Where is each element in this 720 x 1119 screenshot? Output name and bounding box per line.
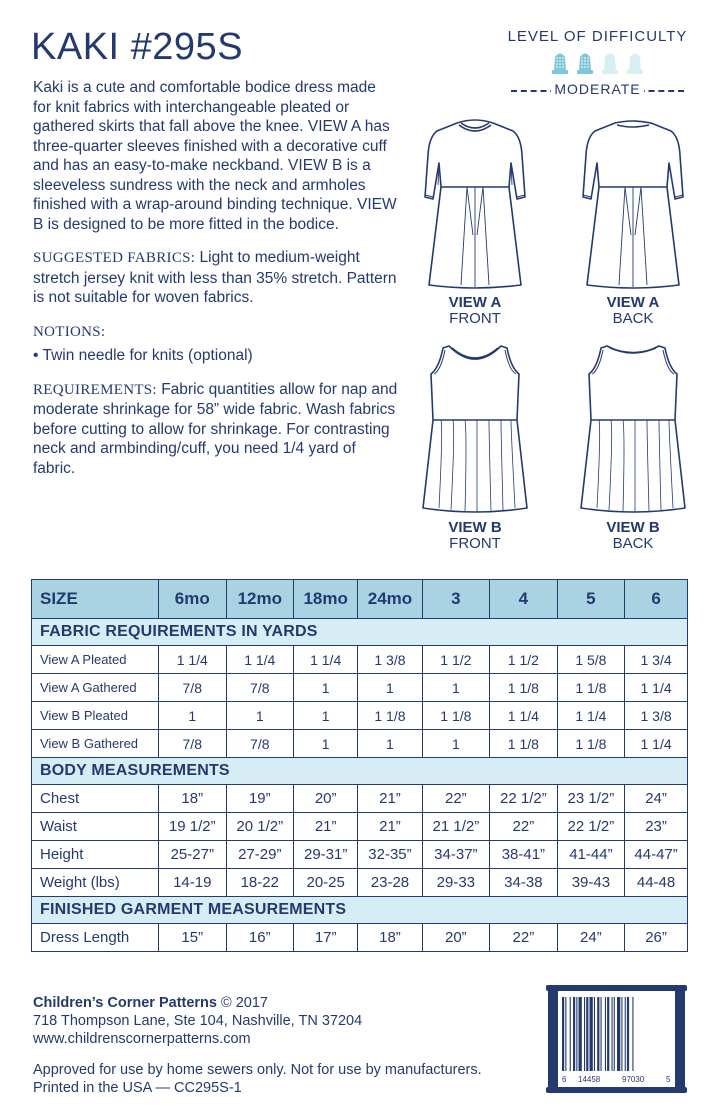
table-cell: 7/8 (226, 674, 294, 702)
size-header-cell: 5 (557, 580, 625, 619)
approval-note: Approved for use by home sewers only. Not for use by manufacturers. (33, 1062, 482, 1078)
difficulty-label: LEVEL OF DIFFICULTY (507, 28, 688, 45)
table-cell: 17” (294, 924, 358, 952)
table-cell: 1 1/2 (490, 646, 558, 674)
table-cell: 21” (358, 813, 422, 841)
table-cell: 20” (294, 785, 358, 813)
table-cell: 7/8 (159, 674, 227, 702)
barcode-bar (621, 997, 622, 1077)
row-label: Height (32, 841, 159, 869)
table-cell: 23” (625, 813, 688, 841)
table-cell: 29-31” (294, 841, 358, 869)
table-cell: 1 1/4 (557, 702, 625, 730)
size-header-row (32, 580, 688, 619)
pattern-description (33, 78, 398, 492)
size-header-cell: 6mo (159, 580, 227, 619)
table-cell: 21” (294, 813, 358, 841)
barcode-digit-2: 97030 (622, 1075, 645, 1084)
thimble-filled-icon (550, 49, 570, 75)
table-cell: 1 (226, 702, 294, 730)
table-cell: 1 (422, 674, 490, 702)
table-cell: 41-44” (557, 841, 625, 869)
table-cell: 1 (358, 674, 422, 702)
barcode-bar (614, 997, 615, 1077)
requirements-text: Fabric quantities allow for nap and moderate shrinkage for 58” wide fabric. Wash fabrics before cutting to allow for shrinkage. For contrasting neck and armbinding/cuff, you need 1/4 yard of fabric. (33, 380, 398, 477)
table-cell: 1 (159, 702, 227, 730)
dress-sleeved-front-illustration (415, 115, 535, 293)
copyright: © 2017 (216, 995, 268, 1011)
table-cell: 34-38 (490, 869, 558, 897)
size-header-cell: 18mo (294, 580, 358, 619)
barcode (546, 985, 687, 1093)
table-cell: 22 1/2” (490, 785, 558, 813)
dress-sleeveless-back-illustration (573, 340, 693, 518)
table-cell: 1 1/4 (226, 646, 294, 674)
view-b-back-side: BACK (612, 535, 654, 552)
row-label: View B Gathered (32, 730, 159, 758)
barcode-bar (597, 997, 599, 1077)
thimble-rating (505, 49, 690, 75)
thimble-empty-icon (600, 49, 620, 75)
dress-sleeveless-front-illustration (415, 340, 535, 518)
section-header-row (32, 758, 688, 785)
table-cell: 24” (625, 785, 688, 813)
view-b-front-side: FRONT (449, 535, 501, 552)
requirements (33, 380, 398, 479)
table-cell: 1 1/2 (422, 646, 490, 674)
table-cell: 19” (226, 785, 294, 813)
table-cell: 18” (358, 924, 422, 952)
table-cell: 1 (294, 674, 358, 702)
barcode-bar (625, 997, 626, 1077)
difficulty-level (505, 81, 690, 99)
table-cell: 34-37” (422, 841, 490, 869)
size-header-cell: 12mo (226, 580, 294, 619)
row-label: View A Gathered (32, 674, 159, 702)
barcode-bar (612, 997, 613, 1077)
table-cell: 18” (159, 785, 227, 813)
table-cell: 32-35” (358, 841, 422, 869)
difficulty-block (505, 28, 690, 99)
table-cell: 1 (358, 730, 422, 758)
barcode-bar (570, 997, 571, 1077)
table-row (32, 730, 688, 758)
view-a-back-name: VIEW A (606, 294, 660, 311)
table-cell: 1 1/4 (625, 730, 688, 758)
row-label: View B Pleated (32, 702, 159, 730)
row-label: Chest (32, 785, 159, 813)
table-cell: 7/8 (226, 730, 294, 758)
table-cell: 24” (557, 924, 625, 952)
barcode-digit-3: 5 (666, 1075, 671, 1084)
table-cell: 1 1/4 (294, 646, 358, 674)
table-cell: 39-43 (557, 869, 625, 897)
printed-note: Printed in the USA — CC295S-1 (33, 1080, 242, 1096)
view-b-front-name: VIEW B (448, 519, 502, 536)
barcode-bar (617, 997, 620, 1077)
table-cell: 20-25 (294, 869, 358, 897)
table-row (32, 813, 688, 841)
section-title: FABRIC REQUIREMENTS IN YARDS (32, 619, 688, 646)
barcode-bar (605, 997, 606, 1077)
notions-item: • Twin needle for knits (optional) (33, 347, 253, 364)
fabrics-text: Light to medium-weight stretch jersey knit with less than 35% stretch. Pattern is not suitable for woven fabrics. (33, 249, 397, 306)
table-cell: 22” (422, 785, 490, 813)
table-cell: 38-41” (490, 841, 558, 869)
table-cell: 1 (294, 730, 358, 758)
barcode-bar (579, 997, 582, 1077)
footer (33, 994, 533, 1097)
table-cell: 22” (490, 813, 558, 841)
table-cell: 16” (226, 924, 294, 952)
table-cell: 1 1/8 (422, 702, 490, 730)
table-row (32, 869, 688, 897)
table-cell: 1 1/8 (358, 702, 422, 730)
intro-text: Kaki is a cute and comfortable bodice dress made for knit fabrics with interchangeable pleated or gathered skirts that fall above the knee. VIEW A has three-quarter sleeves finished with a decorative cuff and has an easy-to-make neckband. VIEW B is a sleeveless sundress with the neck and armholes finished with a wrap-around binding technique. VIEW B is designed to be more fitted in the bodice. (33, 79, 397, 233)
thimble-filled-icon (575, 49, 595, 75)
company-name: Children’s Corner Patterns (33, 995, 217, 1011)
table-cell: 1 (422, 730, 490, 758)
table-cell: 1 1/8 (557, 730, 625, 758)
barcode-bar (627, 997, 629, 1077)
view-a-front-name: VIEW A (448, 294, 502, 311)
size-chart-table (31, 579, 688, 952)
table-cell: 1 1/4 (625, 674, 688, 702)
table-cell: 14-19 (159, 869, 227, 897)
barcode-bar (632, 997, 633, 1077)
spool-barcode-graphic (546, 985, 687, 1093)
view-b-back-name: VIEW B (606, 519, 660, 536)
section-title: BODY MEASUREMENTS (32, 758, 688, 785)
barcode-bar (584, 997, 585, 1077)
table-cell: 1 (294, 702, 358, 730)
company-website[interactable]: www.childrenscornerpatterns.com (33, 1031, 251, 1047)
table-cell: 29-33 (422, 869, 490, 897)
section-header-row (32, 619, 688, 646)
view-b-front (400, 340, 550, 552)
row-label: Waist (32, 813, 159, 841)
table-row (32, 702, 688, 730)
view-b-back (558, 340, 708, 552)
table-row (32, 785, 688, 813)
difficulty-level-label: MODERATE (551, 81, 643, 97)
table-cell: 20 1/2” (226, 813, 294, 841)
notions (33, 322, 398, 343)
table-cell: 23 1/2” (557, 785, 625, 813)
table-row (32, 924, 688, 952)
table-cell: 7/8 (159, 730, 227, 758)
table-cell: 1 1/8 (490, 674, 558, 702)
pattern-title: KAKI #295S (31, 26, 244, 68)
table-cell: 15” (159, 924, 227, 952)
size-header-cell: 6 (625, 580, 688, 619)
table-cell: 1 3/8 (358, 646, 422, 674)
thimble-empty-icon (625, 49, 645, 75)
suggested-fabrics (33, 248, 398, 308)
table-cell: 1 3/8 (625, 702, 688, 730)
section-title: FINISHED GARMENT MEASUREMENTS (32, 897, 688, 924)
dress-sleeved-back-illustration (573, 115, 693, 293)
barcode-bar (576, 997, 577, 1077)
notions-heading: NOTIONS: (33, 323, 106, 340)
table-cell: 1 1/4 (159, 646, 227, 674)
barcode-bar (573, 997, 575, 1077)
table-cell: 21” (358, 785, 422, 813)
table-cell: 1 1/4 (490, 702, 558, 730)
table-cell: 25-27” (159, 841, 227, 869)
row-label: Weight (lbs) (32, 869, 159, 897)
table-cell: 1 3/4 (625, 646, 688, 674)
table-cell: 27-29” (226, 841, 294, 869)
fabrics-heading: SUGGESTED FABRICS: (33, 250, 196, 266)
table-cell: 20” (422, 924, 490, 952)
view-a-front (400, 115, 550, 327)
barcode-bar (590, 997, 593, 1077)
size-header-label: SIZE (32, 580, 159, 619)
row-label: View A Pleated (32, 646, 159, 674)
table-cell: 1 1/8 (557, 674, 625, 702)
table-cell: 18-22 (226, 869, 294, 897)
table-cell: 1 1/8 (490, 730, 558, 758)
barcode-bar (601, 997, 602, 1077)
table-cell: 44-47” (625, 841, 688, 869)
section-header-row (32, 897, 688, 924)
size-header-cell: 4 (490, 580, 558, 619)
table-cell: 19 1/2” (159, 813, 227, 841)
company-address: 718 Thompson Lane, Ste 104, Nashville, TN 37204 (33, 1013, 363, 1029)
barcode-bar (562, 997, 564, 1077)
table-row (32, 674, 688, 702)
row-label: Dress Length (32, 924, 159, 952)
requirements-heading: REQUIREMENTS: (33, 381, 157, 398)
table-cell: 44-48 (625, 869, 688, 897)
table-row (32, 646, 688, 674)
size-header-cell: 24mo (358, 580, 422, 619)
table-cell: 22” (490, 924, 558, 952)
barcode-bar (607, 997, 609, 1077)
size-header-cell: 3 (422, 580, 490, 619)
barcode-bar (586, 997, 588, 1077)
barcode-digit-1: 14458 (578, 1075, 601, 1084)
table-row (32, 841, 688, 869)
view-a-back (558, 115, 708, 327)
view-a-back-side: BACK (612, 310, 654, 327)
table-cell: 21 1/2” (422, 813, 490, 841)
barcode-bar (594, 997, 595, 1077)
table-cell: 1 5/8 (557, 646, 625, 674)
table-cell: 23-28 (358, 869, 422, 897)
view-a-front-side: FRONT (449, 310, 501, 327)
barcode-digit-0: 6 (562, 1075, 567, 1084)
table-cell: 26” (625, 924, 688, 952)
barcode-bar (565, 997, 566, 1077)
view-illustrations (400, 115, 710, 565)
table-cell: 22 1/2” (557, 813, 625, 841)
